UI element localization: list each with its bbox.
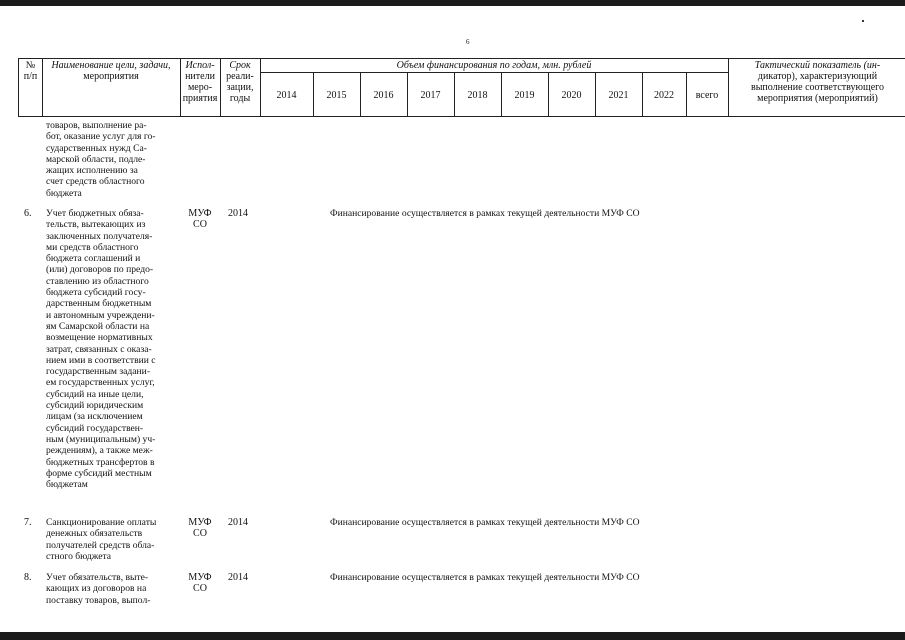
grid-line (728, 58, 729, 117)
header-bottom-rule (18, 116, 905, 117)
scan-speck (862, 20, 864, 22)
scan-border-top (0, 0, 905, 6)
executor-line: СО (193, 528, 207, 539)
header-executors (180, 60, 220, 104)
header-name (42, 60, 180, 82)
year-2021: 2021 (608, 90, 629, 101)
header-funding: Объем финансирования по годам, млн. рублей (396, 60, 592, 71)
text-line: государственным задани- (46, 366, 151, 378)
row-executor (183, 208, 217, 230)
text-line: сударственных нужд Са- (46, 142, 147, 154)
text-line: Санкционирование оплаты (46, 517, 157, 528)
text-line: денежных обязательств (46, 528, 143, 540)
header-executors-line: Испол- (185, 60, 215, 71)
text-line: бюджетам (46, 479, 88, 491)
text-line: тельств, вытекающих из (46, 219, 146, 231)
row-executor (183, 572, 217, 594)
text-line: нием ими в соответствии с (46, 354, 156, 366)
year-2017: 2017 (420, 90, 441, 101)
header-top-rule (18, 58, 905, 59)
text-line: заключенных получателя- (46, 230, 153, 242)
text-line: бот, оказание услуг для го- (46, 131, 156, 143)
executor-line: СО (193, 583, 207, 594)
text-line: ми средств областного (46, 241, 139, 253)
funding-subheader-rule (260, 72, 728, 73)
header-indicator-line: дикатор), характеризующий (757, 71, 878, 82)
text-line: бюджета соглашений и (46, 253, 141, 265)
year-2019: 2019 (514, 90, 535, 101)
row-financing: Финансирование осуществляется в рамках текущей деятельности МУФ СО (330, 517, 640, 528)
text-line: Учет бюджетных обяза- (46, 208, 144, 219)
row-description (46, 517, 170, 562)
text-line: счет средств областного (46, 176, 145, 188)
row-description (46, 572, 170, 606)
header-period-line: Срок (229, 60, 251, 71)
text-line: субсидий государствен- (46, 422, 144, 434)
row-executor (183, 517, 217, 539)
text-line: субсидий на иные цели, (46, 388, 144, 400)
text-line: получателей средств обла- (46, 539, 155, 551)
text-line: дарственным бюджетным (46, 298, 152, 310)
row-description (46, 208, 170, 490)
text-line: форме субсидий местным (46, 467, 152, 479)
text-line: бюджетных трансфертов в (46, 456, 155, 468)
row-number: 7. (24, 517, 32, 528)
text-line: лицам (за исключением (46, 411, 143, 423)
text-line: бюджета (46, 187, 82, 199)
text-line: затрат, связанных с оказа- (46, 343, 152, 355)
executor-line: СО (193, 219, 207, 230)
row-number: 8. (24, 572, 32, 583)
header-period-line: годы (229, 93, 251, 104)
header-name-line: Наименование цели, задачи, (51, 60, 171, 71)
text-line: ставлению из областного (46, 275, 149, 287)
executor-line: МУФ (188, 208, 212, 219)
row-period: 2014 (228, 517, 248, 528)
header-name-line: мероприятия (83, 71, 139, 82)
year-2014: 2014 (276, 90, 297, 101)
text-line: поставку товаров, выпол- (46, 594, 151, 606)
header-number (19, 60, 42, 82)
header-number-line: п/п (23, 71, 38, 82)
year-2015: 2015 (326, 90, 347, 101)
year-total: всего (695, 90, 719, 101)
row-financing: Финансирование осуществляется в рамках текущей деятельности МУФ СО (330, 572, 640, 583)
text-line: бюджета субсидий госу- (46, 287, 146, 299)
year-2020: 2020 (561, 90, 582, 101)
header-indicator (730, 60, 905, 104)
text-line: (или) договоров по предо- (46, 264, 154, 276)
text-line: жащих исполнению за (46, 165, 138, 177)
text-line: возмещение нормативных (46, 332, 153, 344)
row-number: 6. (24, 208, 32, 219)
executor-line: МУФ (188, 572, 212, 583)
header-period-line: зации, (226, 82, 254, 93)
header-period (220, 60, 260, 104)
executor-line: МУФ (188, 517, 212, 528)
text-line: товаров, выполнение ра- (46, 120, 147, 131)
scan-border-bottom (0, 632, 905, 640)
header-executors-line: нители (185, 71, 215, 82)
header-indicator-line: мероприятия (мероприятий) (757, 93, 878, 104)
text-line: марской области, подле- (46, 153, 146, 165)
text-line: стного бюджета (46, 550, 112, 562)
header-indicator-line: Тактический показатель (ин- (754, 60, 881, 71)
row-period: 2014 (228, 572, 248, 583)
text-line: кающих из договоров на (46, 583, 147, 595)
text-line: Учет обязательств, выте- (46, 572, 149, 583)
text-line: субсидий юридическим (46, 400, 144, 412)
header-executors-line: меро- (187, 82, 213, 93)
header-executors-line: приятия (182, 93, 218, 104)
header-number-line: № (25, 60, 36, 71)
continuation-text (46, 120, 170, 199)
text-line: ям Самарской области на (46, 320, 150, 332)
text-line: ем государственных услуг, (46, 377, 155, 389)
text-line: реждениям), а также меж- (46, 445, 153, 457)
year-2016: 2016 (373, 90, 394, 101)
text-line: ным (муниципальным) уч- (46, 433, 156, 445)
row-financing: Финансирование осуществляется в рамках текущей деятельности МУФ СО (330, 208, 640, 219)
year-2022: 2022 (654, 90, 674, 101)
row-period: 2014 (228, 208, 248, 219)
header-indicator-line: выполнение соответствующего (750, 82, 884, 93)
year-2018: 2018 (467, 90, 488, 101)
header-period-line: реали- (226, 71, 254, 82)
text-line: и автономным учреждени- (46, 309, 155, 321)
page-number: 6 (466, 38, 470, 46)
